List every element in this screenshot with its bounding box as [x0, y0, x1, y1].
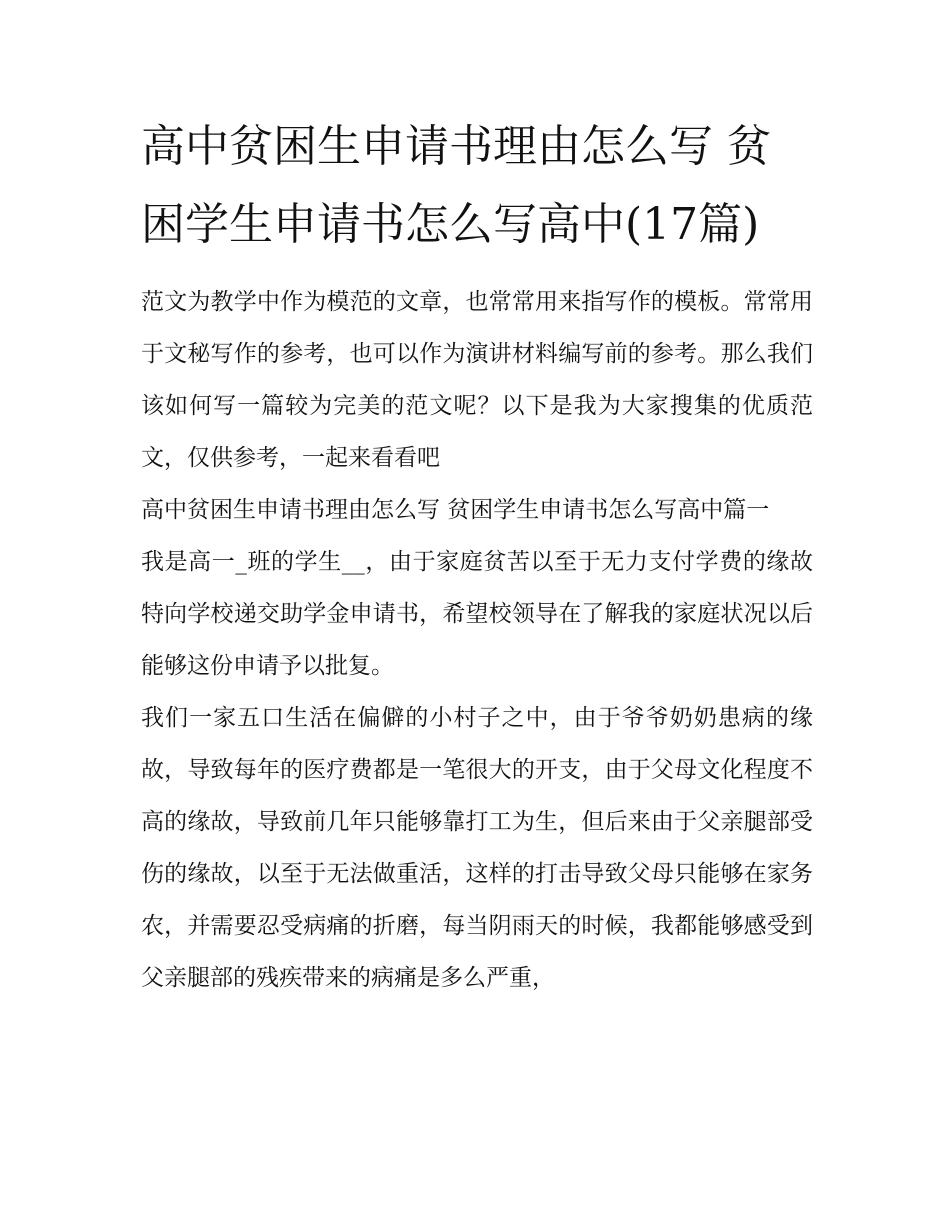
- intro-paragraph: 范文为教学中作为模范的文章，也常常用来指写作的模板。常常用于文秘写作的参考，也可以作为演讲材料编写前的参考。那么我们该如何写一篇较为完美的范文呢？以下是我为大家搜集的优质范文，仅供参考，一起来看看吧: [141, 289, 813, 471]
- document-title: 高中贫困生申请书理由怎么写 贫困学生申请书怎么写高中(17篇): [141, 121, 771, 250]
- document-page: [141, 108, 813, 1004]
- body-paragraph: 我们一家五口生活在偏僻的小村子之中，由于爷爷奶奶患病的缘故，导致每年的医疗费都是一笔很大的开支，由于父母文化程度不高的缘故，导致前几年只能够靠打工为生，但后来由于父亲腿部受伤的缘故，以至于无法做重活，这样的打击导致父母只能够在家务农，并需要忍受病痛的折磨，每当阴雨天的时候，我都能够感受到父亲腿部的残疾带来的病痛是多么严重，: [141, 705, 813, 991]
- section-heading: 高中贫困生申请书理由怎么写 贫困学生申请书怎么写高中篇一: [141, 497, 770, 523]
- body-paragraph: 我是高一_班的学生__，由于家庭贫苦以至于无力支付学费的缘故特向学校递交助学金申请书，希望校领导在了解我的家庭状况以后能够这份申请予以批复。: [141, 549, 813, 679]
